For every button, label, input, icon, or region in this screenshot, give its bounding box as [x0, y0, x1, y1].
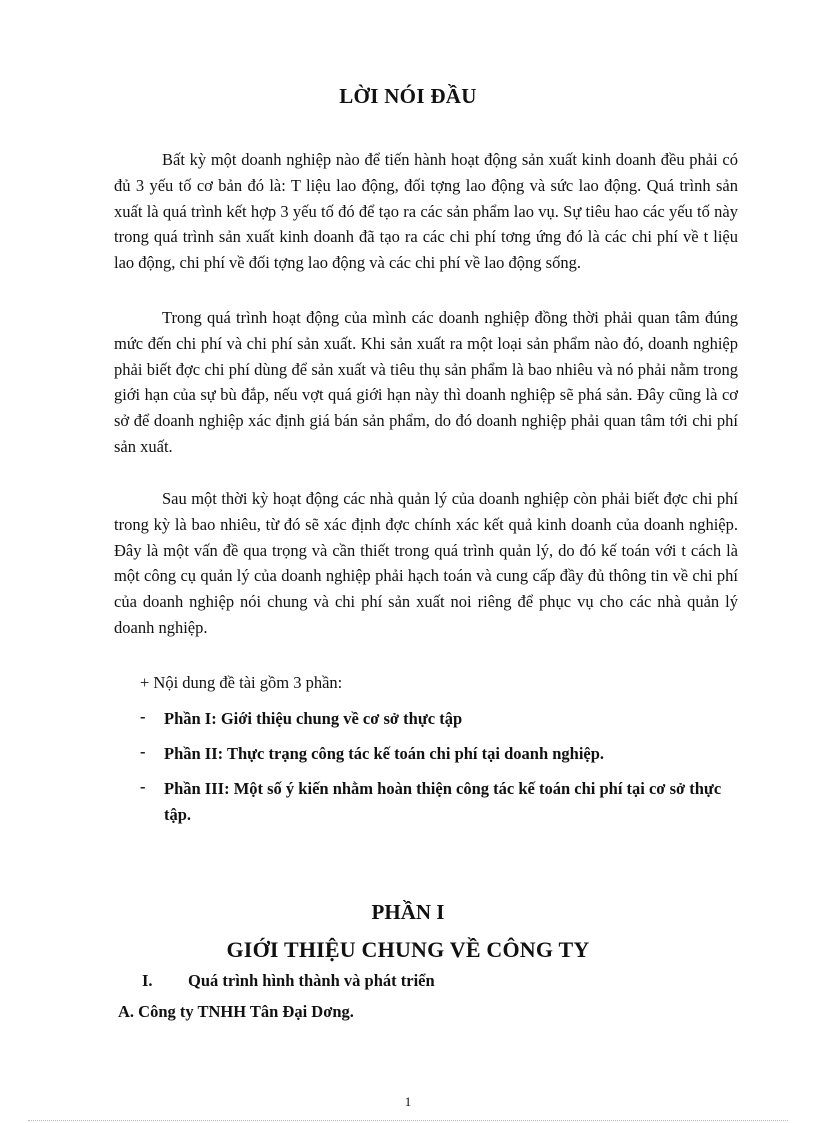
paragraph-1-text: Bất kỳ một doanh nghiệp nào để tiến hành hoạt động sản xuất kinh doanh đều phải có đủ 3 yếu tố cơ bản đó là: T liệu lao động, đối tợng lao động và sức lao động. Quá trình sản xuất là quá trình kết hợp 3 yếu tố đó để tạo ra các sản phẩm lao vụ. Sự tiêu hao các yếu tố này trong quá trình sản xuất kinh doanh đã tạo ra các chi phí tơng ứng đó là các chi phí về t liệu lao động, chi phí về đối tợng lao động và các chi phí về lao động sống. — [114, 150, 738, 273]
list-item-text: Phần II: Thực trạng công tác kế toán chi phí tại doanh nghiệp. — [164, 744, 605, 763]
list-item-text: Phần III: Một số ý kiến nhằm hoàn thiện công tác kế toán chi phí tại cơ sở thực tập. — [164, 779, 722, 824]
list-item — [140, 776, 740, 828]
paragraph-2 — [114, 305, 738, 460]
document-title: LỜI NÓI ĐẦU — [339, 84, 477, 108]
page-break-divider — [28, 1120, 788, 1121]
paragraph-3-text: Sau một thời kỳ hoạt động các nhà quản lý của doanh nghiệp còn phải biết đợc chi phí trong kỳ là bao nhiêu, từ đó sẽ xác định đợc chính xác kết quả kinh doanh của doanh nghiệp. Đây là một vấn đề qua trọng và cần thiết trong quá trình quản lý, do đó kế toán với t cách là một công cụ quản lý của doanh nghiệp phải hạch toán và cung cấp đầy đủ thông tin về chi phí của doanh nghiệp nói chung và chi phí sản xuất noi riêng để phục vụ cho các nhà quản lý doanh nghiệp. — [114, 489, 738, 637]
section-title: Quá trình hình thành và phát triển — [188, 971, 435, 990]
bullet-marker: - — [140, 742, 146, 761]
content-intro: + Nội dung đề tài gồm 3 phần: — [140, 673, 343, 692]
paragraph-2-text: Trong quá trình hoạt động của mình các doanh nghiệp đồng thời phải quan tâm đúng mức đến chi phí và chi phí sản xuất. Khi sản xuất ra một loại sản phẩm nào đó, doanh nghiệp phải biết đợc chi phí dùng để sản xuất và tiêu thụ sản phẩm là bao nhiêu và nó phải nằm trong giới hạn của sự bù đắp, nếu vợt quá giới hạn này thì doanh nghiệp sẽ phá sản. Đây cũng là cơ sở để doanh nghiệp xác định giá bán sản phẩm, do đó doanh nghiệp phải quan tâm tới chi phí sản xuất. — [114, 308, 738, 456]
subsection-title: A. Công ty TNHH Tân Đại Dơng. — [118, 1002, 354, 1021]
list-item — [140, 741, 740, 767]
part-heading: PHẦN I — [371, 900, 445, 924]
part-subheading: GIỚI THIỆU CHUNG VỀ CÔNG TY — [226, 937, 590, 962]
page-number: 1 — [404, 1094, 412, 1109]
list-item-text: Phần I: Giới thiệu chung về cơ sở thực tập — [164, 709, 463, 728]
list-item — [140, 706, 740, 732]
bullet-marker: - — [140, 707, 146, 726]
bullet-marker: - — [140, 777, 146, 796]
paragraph-3 — [114, 486, 738, 641]
paragraph-1 — [114, 147, 738, 276]
section-number: I. — [142, 971, 153, 990]
